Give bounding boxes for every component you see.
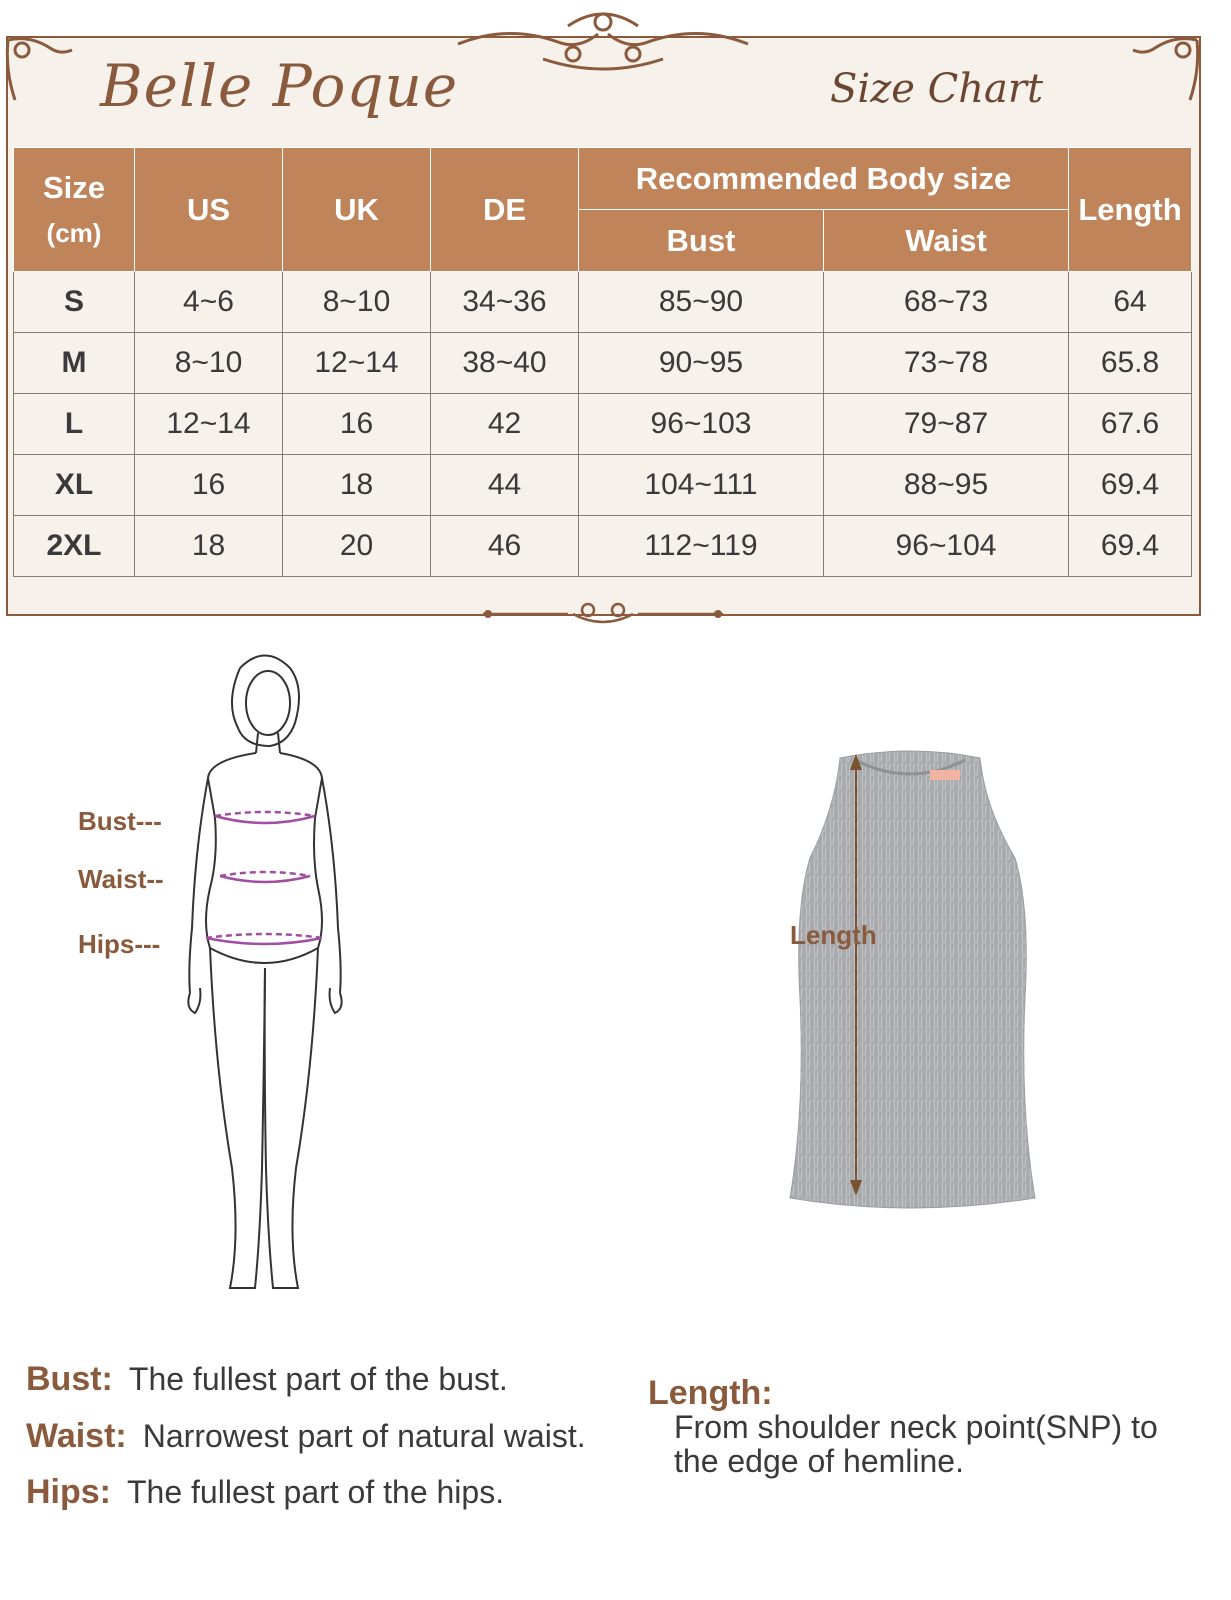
garment-top-icon: [780, 748, 1040, 1218]
definition-length-line-1: From shoulder neck point(SNP) to: [674, 1409, 1158, 1445]
corner-flourish-right-icon: [1125, 30, 1205, 110]
cell-waist: 96~104: [824, 516, 1069, 577]
cell-de: 46: [431, 516, 579, 577]
header-us: US: [135, 148, 283, 272]
bottom-flourish-icon: [478, 596, 728, 630]
cell-us: 16: [135, 455, 283, 516]
table-row: [14, 516, 1192, 577]
cell-us: 4~6: [135, 272, 283, 333]
definition-hips: [26, 1473, 504, 1512]
cell-waist: 79~87: [824, 394, 1069, 455]
table-row: [14, 394, 1192, 455]
cell-bust: 104~111: [579, 455, 824, 516]
cell-length: 69.4: [1069, 455, 1192, 516]
cell-uk: 18: [283, 455, 431, 516]
hips-label: Hips---: [78, 929, 161, 959]
size-table: [13, 147, 1192, 577]
definition-length-text: [674, 1410, 1204, 1478]
definition-bust-text: The fullest part of the bust.: [128, 1361, 508, 1397]
definition-waist-text: Narrowest part of natural waist.: [142, 1418, 586, 1454]
cell-uk: 20: [283, 516, 431, 577]
definition-hips-text: The fullest part of the hips.: [127, 1474, 505, 1510]
cell-us: 18: [135, 516, 283, 577]
definition-length-line-2: the edge of hemline.: [674, 1443, 964, 1479]
cell-waist: 68~73: [824, 272, 1069, 333]
cell-waist: 88~95: [824, 455, 1069, 516]
cell-us: 12~14: [135, 394, 283, 455]
cell-de: 44: [431, 455, 579, 516]
cell-length: 65.8: [1069, 333, 1192, 394]
header-length: Length: [1069, 148, 1192, 272]
definition-bust: [26, 1360, 508, 1399]
cell-de: 42: [431, 394, 579, 455]
brand-logo: Belle Poque: [100, 52, 459, 120]
cell-length: 69.4: [1069, 516, 1192, 577]
header-uk: UK: [283, 148, 431, 272]
header-size: [14, 148, 135, 272]
definition-length-term: Length:: [648, 1374, 773, 1412]
corner-flourish-left-icon: [0, 30, 80, 110]
table-row: [14, 272, 1192, 333]
header-size-label: Size: [42, 170, 106, 205]
chart-title: Size Chart: [830, 66, 1044, 112]
cell-waist: 73~78: [824, 333, 1069, 394]
bust-label: Bust---: [78, 806, 162, 836]
cell-bust: 96~103: [579, 394, 824, 455]
cell-bust: 85~90: [579, 272, 824, 333]
cell-size: M: [14, 333, 135, 394]
header-waist: Waist: [824, 210, 1069, 272]
header-de: DE: [431, 148, 579, 272]
cell-uk: 12~14: [283, 333, 431, 394]
definition-waist: [26, 1417, 586, 1456]
cell-length: 67.6: [1069, 394, 1192, 455]
definition-bust-term: Bust:: [26, 1360, 113, 1398]
cell-size: S: [14, 272, 135, 333]
cell-size: 2XL: [14, 516, 135, 577]
cell-de: 34~36: [431, 272, 579, 333]
cell-bust: 90~95: [579, 333, 824, 394]
header-size-unit: (cm): [46, 218, 102, 248]
length-label: Length: [790, 920, 877, 950]
cell-length: 64: [1069, 272, 1192, 333]
body-figure-icon: [170, 648, 360, 1298]
cell-size: XL: [14, 455, 135, 516]
cell-de: 38~40: [431, 333, 579, 394]
header-bust: Bust: [579, 210, 824, 272]
cell-uk: 8~10: [283, 272, 431, 333]
definition-waist-term: Waist:: [26, 1417, 127, 1455]
definition-hips-term: Hips:: [26, 1473, 111, 1511]
cell-us: 8~10: [135, 333, 283, 394]
waist-label: Waist--: [78, 864, 164, 894]
cell-size: L: [14, 394, 135, 455]
top-flourish-icon: [448, 4, 758, 74]
table-row: [14, 455, 1192, 516]
cell-bust: 112~119: [579, 516, 824, 577]
header-recommended-body-size: Recommended Body size: [579, 148, 1069, 210]
table-row: [14, 333, 1192, 394]
cell-uk: 16: [283, 394, 431, 455]
